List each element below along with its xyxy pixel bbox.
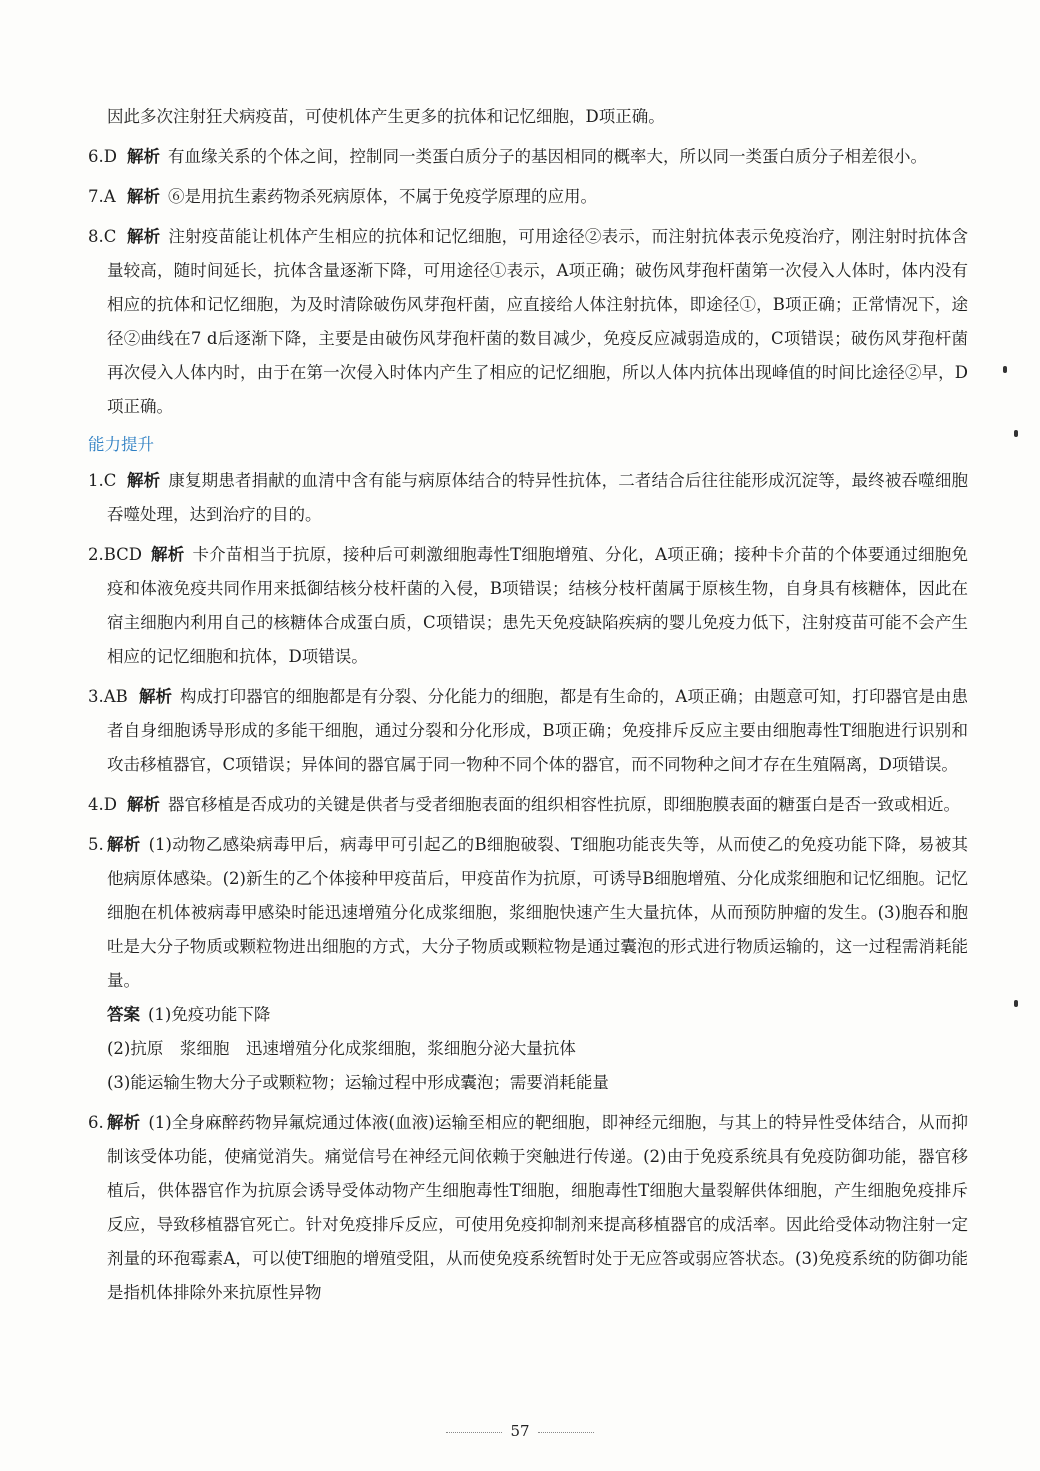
item-number: 8.C: [88, 227, 117, 246]
analysis-label: 解析: [151, 545, 185, 564]
section-heading: 能力提升: [88, 435, 154, 454]
answer-item-6: [88, 140, 968, 174]
analysis-label: 解析: [127, 795, 160, 814]
analysis-label: 解析: [139, 687, 173, 706]
analysis-text: 卡介苗相当于抗原，接种后可刺激细胞毒性T细胞增殖、分化，A项正确；接种卡介苗的个体要通过细胞免疫和体液免疫共同作用来抵御结核分枝杆菌的入侵，B项错误；结核分枝杆菌属于原核生物，自身具有核糖体，因此在宿主细胞内利用自己的核糖体合成蛋白质，C项错误；患先天免疫缺陷疾病的婴儿免疫力低下，注射疫苗可能不会产生相应的记忆细胞和抗体，D项错误。: [107, 545, 969, 666]
analysis-text: ⑥是用抗生素药物杀死病原体，不属于免疫学原理的应用。: [168, 187, 597, 206]
answer-item-1: [88, 464, 968, 532]
item-number: 7.A: [88, 187, 116, 206]
item-number: 6.: [88, 1113, 104, 1132]
answer-item-8: [88, 220, 968, 424]
continued-paragraph: 因此多次注射狂犬病疫苗，可使机体产生更多的抗体和记忆细胞，D项正确。: [107, 107, 665, 126]
answer-line-1: [88, 998, 968, 1032]
answer-label: 答案: [107, 1005, 140, 1024]
item-number: 1.C: [88, 471, 117, 490]
analysis-label: 解析: [107, 835, 141, 854]
scan-mark: [1014, 430, 1018, 437]
analysis-label: 解析: [127, 227, 161, 246]
item-number: 6.D: [88, 147, 117, 166]
answer-item-4: [88, 788, 968, 822]
answer-text: (1)免疫功能下降: [148, 1005, 271, 1024]
item-number: 4.D: [88, 795, 117, 814]
page-content: [88, 100, 968, 1316]
footer-rule-left: [446, 1432, 502, 1433]
answer-item-2: [88, 538, 968, 674]
page-number: 57: [510, 1422, 530, 1440]
answer-line-3: (3)能运输生物大分子或颗粒物；运输过程中形成囊泡；需要消耗能量: [107, 1073, 609, 1092]
analysis-label: 解析: [127, 147, 160, 166]
analysis-text: 注射疫苗能让机体产生相应的抗体和记忆细胞，可用途径②表示，而注射抗体表示免疫治疗，刚注射时抗体含量较高，随时间延长，抗体含量逐渐下降，可用途径①表示，A项正确；破伤风芽孢杆菌第一次侵入人体时，体内没有相应的抗体和记忆细胞，为及时清除破伤风芽孢杆菌，应直接给人体注射抗体，即途径①，B项正确；正常情况下，途径②曲线在7 d后逐渐下降，主要是由破伤风芽孢杆菌的数目减少，免疫反应减弱造成的，C项错误；破伤风芽孢杆菌再次侵入人体内时，由于在第一次侵入时体内产生了相应的记忆细胞，所以人体内抗体出现峰值的时间比途径②早，D项正确。: [107, 227, 969, 416]
analysis-text: 有血缘关系的个体之间，控制同一类蛋白质分子的基因相同的概率大，所以同一类蛋白质分子相差很小。: [168, 147, 927, 166]
analysis-text: (1)全身麻醉药物异氟烷通过体液(血液)运输至相应的靶细胞，即神经元细胞，与其上的特异性受体结合，从而抑制该受体功能，使痛觉消失。痛觉信号在神经元间依赖于突触进行传递。(2)由于免疫系统具有免疫防御功能，器官移植后，供体器官作为抗原会诱导受体动物产生细胞毒性T细胞，细胞毒性T细胞大量裂解供体细胞，产生细胞免疫排斥反应，导致移植器官死亡。针对免疫排斥反应，可使用免疫抑制剂来提高移植器官的成活率。因此给受体动物注射一定剂量的环孢霉素A，可以使T细胞的增殖受阻，从而使免疫系统暂时处于无应答或弱应答状态。(3)免疫系统的防御功能是指机体排除外来抗原性异物: [107, 1113, 969, 1302]
analysis-label: 解析: [127, 471, 161, 490]
analysis-label: 解析: [127, 187, 160, 206]
page-footer: [0, 1422, 1040, 1440]
footer-rule-right: [538, 1432, 594, 1433]
analysis-text: 构成打印器官的细胞都是有分裂、分化能力的细胞，都是有生命的，A项正确；由题意可知，打印器官是由患者自身细胞诱导形成的多能干细胞，通过分裂和分化形成，B项正确；免疫排斥反应主要由细胞毒性T细胞进行识别和攻击移植器官，C项错误；异体间的器官属于同一物种不同个体的器官，而不同物种之间才存在生殖隔离，D项错误。: [107, 687, 969, 774]
answer-item-5: [88, 828, 968, 998]
answer-item-3: [88, 680, 968, 782]
item-number: 5.: [88, 835, 104, 854]
answer-item-6b: [88, 1106, 968, 1310]
item-number: 3.AB: [88, 687, 128, 706]
item-number: 2.BCD: [88, 545, 143, 564]
scan-mark: [1003, 366, 1007, 373]
analysis-text: 器官移植是否成功的关键是供者与受者细胞表面的组织相容性抗原，即细胞膜表面的糖蛋白是否一致或相近。: [168, 795, 960, 814]
analysis-label: 解析: [107, 1113, 141, 1132]
answer-item-7: [88, 180, 968, 214]
analysis-text: (1)动物乙感染病毒甲后，病毒甲可引起乙的B细胞破裂、T细胞功能丧失等，从而使乙的免疫功能下降，易被其他病原体感染。(2)新生的乙个体接种甲疫苗后，甲疫苗作为抗原，可诱导B细胞增殖、分化成浆细胞和记忆细胞。记忆细胞在机体被病毒甲感染时能迅速增殖分化成浆细胞，浆细胞快速产生大量抗体，从而预防肿瘤的发生。(3)胞吞和胞吐是大分子物质或颗粒物进出细胞的方式，大分子物质或颗粒物是通过囊泡的形式进行物质运输的，这一过程需消耗能量。: [107, 835, 969, 990]
answer-line-2: (2)抗原 浆细胞 迅速增殖分化成浆细胞，浆细胞分泌大量抗体: [107, 1039, 576, 1058]
analysis-text: 康复期患者捐献的血清中含有能与病原体结合的特异性抗体，二者结合后往往能形成沉淀等，最终被吞噬细胞吞噬处理，达到治疗的目的。: [107, 471, 969, 524]
scan-mark: [1014, 1000, 1018, 1007]
